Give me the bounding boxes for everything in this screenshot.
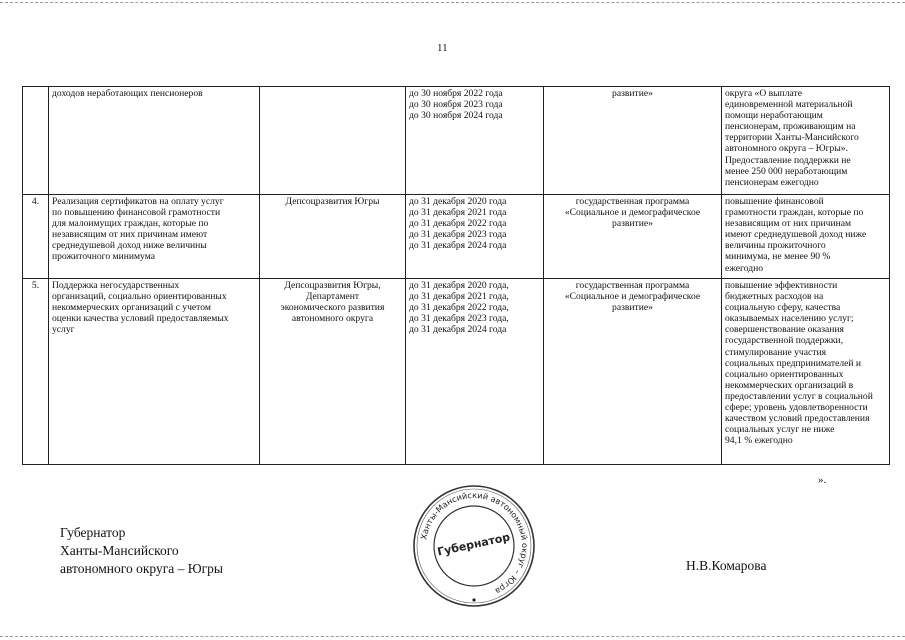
cell-text-line: до 31 декабря 2021 года, xyxy=(409,291,509,303)
row-number-cell xyxy=(23,87,49,195)
cell-text-line: социальную сферу, качества xyxy=(725,302,841,314)
cell-text-line: помощи неработающим xyxy=(725,110,823,122)
cell-text-line: прожиточного минимума xyxy=(52,251,155,263)
official-seal-stamp xyxy=(410,482,538,610)
stamp-center-text: Губернатор xyxy=(436,530,512,559)
cell-text-line: социальных услуг не ниже xyxy=(725,424,835,436)
stamp-ring-text: Ханты-Мансийский автономный округ – Югра xyxy=(418,489,531,597)
executor-cell xyxy=(260,87,406,195)
cell-text-line: государственная программа xyxy=(575,196,690,207)
cell-text-line: развитие» xyxy=(612,218,653,230)
cell-text-line: «Социальное и демографическое xyxy=(564,291,701,303)
cell-text-line: до 31 декабря 2021 года xyxy=(409,207,507,219)
cell-text-line: для малоимущих граждан, которые по xyxy=(52,218,209,230)
program-cell xyxy=(544,195,722,279)
cell-text-line: имеют среднедушевой доход ниже xyxy=(725,229,867,241)
cell-text-line: до 31 декабря 2024 года xyxy=(409,324,507,336)
cell-text-line: до 31 декабря 2024 года xyxy=(409,240,507,252)
deadline-cell xyxy=(406,87,544,195)
cell-text-line: до 31 декабря 2022 года xyxy=(409,218,507,230)
cell-text-line: до 31 декабря 2020 года, xyxy=(409,280,509,291)
cell-text-line: некоммерческих организаций в xyxy=(725,379,854,391)
program-cell xyxy=(544,279,722,465)
result-cell xyxy=(722,279,890,465)
cell-text-line: Департамент xyxy=(305,291,360,303)
cell-text-line: среднедушевой доход ниже величины xyxy=(52,240,207,252)
cell-text-line: единовременной материальной xyxy=(725,99,853,111)
cell-text-line: до 31 декабря 2022 года, xyxy=(409,302,509,314)
cell-text-line: Депсоцразвития Югры xyxy=(285,196,380,207)
cell-text-line: до 31 декабря 2023 года, xyxy=(409,313,509,325)
cell-text-line: автономного округа xyxy=(291,313,374,325)
cell-text-line: пенсионерам ежегодно xyxy=(725,176,819,188)
cell-text-line: организаций, социально ориентированных xyxy=(52,291,227,303)
cell-text-line: территории Ханты-Мансийского xyxy=(725,132,859,144)
cell-text-line: пенсионерам, проживающим на xyxy=(725,121,856,133)
table-row xyxy=(23,195,890,279)
cell-text-line: автономного округа – Югры». xyxy=(725,143,848,155)
cell-text-line: по повышению финансовой грамотности xyxy=(52,207,221,219)
measure-name-cell xyxy=(49,87,260,195)
cell-text-line: оценки качества условий предоставляемых xyxy=(52,313,229,325)
cell-text-line: предоставлении услуг в социальной xyxy=(725,390,873,402)
executor-cell xyxy=(260,279,406,465)
cell-text-line: социально ориентированных xyxy=(725,368,844,380)
cell-text-line: независящим от них причинам xyxy=(725,218,852,230)
cell-text-line: Депсоцразвития Югры, xyxy=(284,280,381,291)
page-bottom-edge xyxy=(0,636,905,637)
row-number-cell: 4. xyxy=(23,195,49,279)
cell-text-line: повышение эффективности xyxy=(725,280,838,291)
cell-text-line: 94,1 % ежегодно xyxy=(725,435,793,447)
cell-text-line: минимума, не менее 90 % xyxy=(725,251,831,263)
measures-table xyxy=(22,86,890,465)
cell-text-line: развитие» xyxy=(612,302,653,314)
cell-text-line: стимулирование участия xyxy=(725,346,827,358)
measure-name-cell xyxy=(49,279,260,465)
cell-text-line: Поддержка негосударственных xyxy=(52,280,180,291)
signature-title-line: Ханты-Мансийского xyxy=(60,543,179,558)
closing-quote-mark: ». xyxy=(818,474,827,486)
cell-text-line: до 31 декабря 2023 года xyxy=(409,229,507,241)
cell-text-line: социальных предпринимателей и xyxy=(725,357,862,369)
executor-cell xyxy=(260,195,406,279)
cell-text-line: государственной поддержки, xyxy=(725,335,844,347)
deadline-cell xyxy=(406,195,544,279)
cell-text-line: ежегодно xyxy=(725,262,764,274)
page-top-edge xyxy=(0,2,905,3)
cell-text-line: «Социальное и демографическое xyxy=(564,207,701,219)
cell-text-line: государственная программа xyxy=(575,280,690,291)
cell-text-line: качеством условий предоставления xyxy=(725,413,870,425)
cell-text-line: совершенствование оказания xyxy=(725,324,844,336)
cell-text-line: округа «О выплате xyxy=(725,88,802,99)
cell-text-line: независящим от них причинам имеют xyxy=(52,229,208,241)
cell-text-line: экономического развития xyxy=(280,302,385,314)
cell-text-line: развитие» xyxy=(612,88,653,99)
cell-text-line: до 30 ноября 2022 года xyxy=(409,88,503,99)
signature-title xyxy=(60,524,223,578)
deadline-cell xyxy=(406,279,544,465)
cell-text-line: услуг xyxy=(52,324,75,336)
cell-text-line: грамотности граждан, которые по xyxy=(725,207,864,219)
cell-text-line: доходов неработающих пенсионеров xyxy=(52,88,203,99)
cell-text-line: Реализация сертификатов на оплату услуг xyxy=(52,196,224,207)
cell-text-line: менее 250 000 неработающим xyxy=(725,165,848,177)
cell-text-line: величины прожиточного xyxy=(725,240,826,252)
cell-text-line: до 31 декабря 2020 года xyxy=(409,196,507,207)
cell-text-line: повышение финансовой xyxy=(725,196,824,207)
result-cell xyxy=(722,87,890,195)
page-number: 11 xyxy=(437,42,448,54)
cell-text-line: бюджетных расходов на xyxy=(725,291,824,303)
cell-text-line: оказываемых населению услуг; xyxy=(725,313,854,325)
row-number-cell: 5. xyxy=(23,279,49,465)
cell-text-line: до 30 ноября 2023 года xyxy=(409,99,503,111)
program-cell xyxy=(544,87,722,195)
table-row xyxy=(23,279,890,465)
signature-title-line: автономного округа – Югры xyxy=(60,561,223,576)
cell-text-line: некоммерческих организаций с учетом xyxy=(52,302,211,314)
measure-name-cell xyxy=(49,195,260,279)
cell-text-line: Предоставление поддержки не xyxy=(725,154,851,166)
cell-text-line: до 30 ноября 2024 года xyxy=(409,110,503,122)
signer-name: Н.В.Комарова xyxy=(686,558,767,573)
result-cell xyxy=(722,195,890,279)
cell-text-line: сфере; уровень удовлетворенности xyxy=(725,402,868,414)
signature-title-line: Губернатор xyxy=(60,525,126,540)
table-row xyxy=(23,87,890,195)
